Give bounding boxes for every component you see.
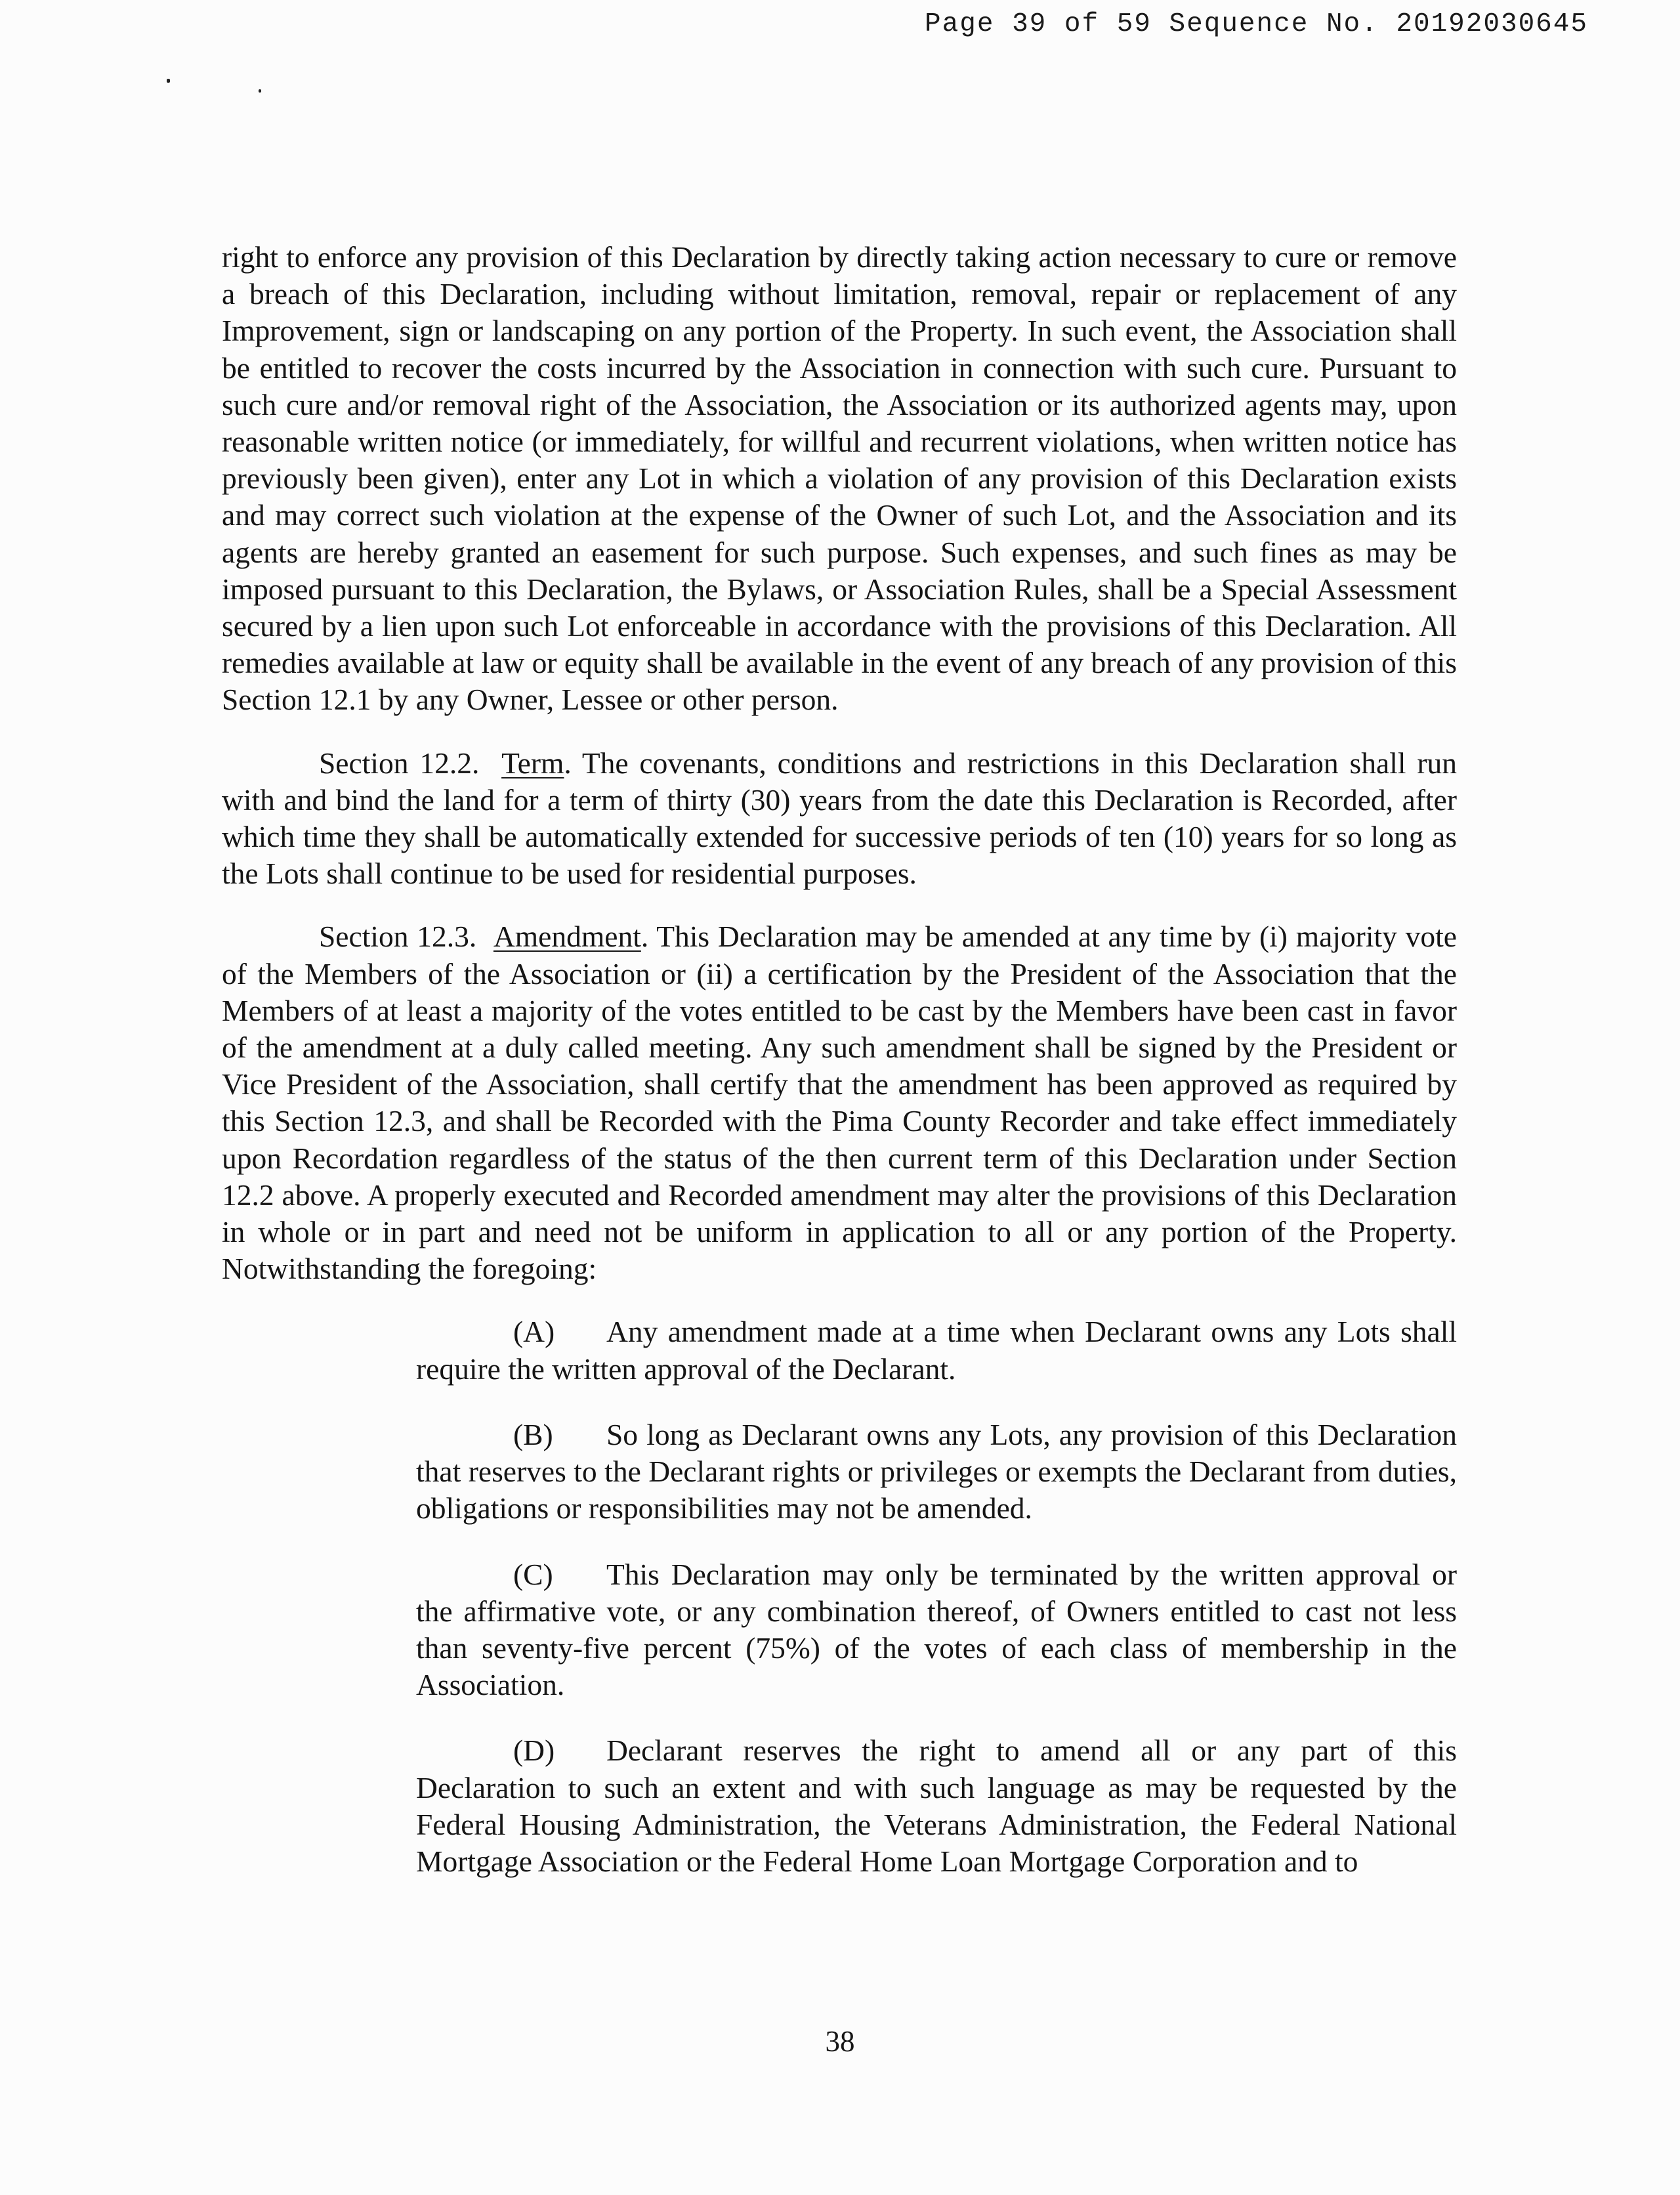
subsection-c [416,1556,1457,1704]
subsection-label: (C) [513,1557,553,1591]
subsection-label: (A) [513,1315,555,1349]
document-body [222,239,1457,1909]
section-heading-term: Term [501,746,564,780]
subsection-text: Any amendment made at a time when Declarant owns any Lots shall require the written approval of the Declarant. [416,1315,1457,1386]
section-number: Section 12.2. [319,746,480,780]
recorder-page-stamp: Page 39 of 59 Sequence No. 20192030645 [925,9,1588,39]
paragraph-section-12-2 [222,745,1457,893]
subsection-label: (B) [513,1417,553,1451]
paragraph-section-12-1-continued: right to enforce any provision of this Declaration by directly taking action necessary to cure or remove a breach of this Declaration, including without limitation, removal, repair or replacement of any Improvement, sign or landscaping on any portion of the Property. In such event, the Association shall be entitled to recover the costs incurred by the Association in connection with such cure. Pursuant to such cure and/or removal right of the Association, the Association or its authorized agents may, upon reasonable written notice (or immediately, for willful and recurrent violations, when written notice has previously been given), enter any Lot in which a violation of any provision of this Declaration exists and may correct such violation at the expense of the Owner of such Lot, and the Association and its agents are hereby granted an easement for such purpose. Such expenses, and such fines as may be imposed pursuant to this Declaration, the Bylaws, or Association Rules, shall be a Special Assessment secured by a lien upon such Lot enforceable in accordance with the provisions of this Declaration. All remedies available at law or equity shall be available in the event of any breach of any provision of this Section 12.1 by any Owner, Lessee or other person. [222,240,1457,717]
subsection-b [416,1417,1457,1527]
page-number: 38 [825,2025,855,2058]
subsection-label: (D) [513,1734,555,1768]
scan-speck [167,79,170,83]
subsection-text: So long as Declarant owns any Lots, any provision of this Declaration that reserves to the Declarant rights or privileges or exempts the Declarant from duties, obligations or responsibilities may not be amended. [416,1417,1457,1525]
section-text: . The covenants, conditions and restrictions in this Declaration shall run with and bind the land for a term of thirty (30) years from the date this Declaration is Recorded, after which time they shall be automatically extended for successive periods of ten (10) years for so long as the Lots shall continue to be used for residential purposes. [222,746,1457,891]
subsection-text: This Declaration may only be terminated by the written approval or the affirmative vote, or any combination thereof, of Owners entitled to cast not less than seventy-five percent (75%) of the votes of each class of membership in the Association. [416,1557,1457,1702]
section-text: . This Declaration may be amended at any time by (i) majority vote of the Members of the Association or (ii) a certification by the President of the Association that the Members of at least a majority of the votes entitled to be cast by the Members have been cast in favor of the amendment at a duly called meeting. Any such amendment shall be signed by the President or Vice President of the Association, shall certify that the amendment has been approved as required by this Section 12.3, and shall be Recorded with the Pima County Recorder and take effect immediately upon Recordation regardless of the status of the then current term of this Declaration under Section 12.2 above. A properly executed and Recorded amendment may alter the provisions of this Declaration in whole or in part and need not be uniform in application to all or any portion of the Property. Notwithstanding the foregoing: [222,920,1458,1286]
subsection-text: Declarant reserves the right to amend all or any part of this Declaration to such an extent and with such language as may be requested by the Federal Housing Administration, the Veterans Administration, the Federal National Mortgage Association or the Federal Home Loan Mortgage Corporation and to [416,1734,1457,1878]
scan-speck [259,89,261,93]
section-heading-amendment: Amendment [493,920,641,954]
paragraph-section-12-3 [222,918,1457,1287]
section-number: Section 12.3. [319,920,477,954]
subsection-a [416,1313,1457,1387]
subsection-d [416,1732,1457,1880]
